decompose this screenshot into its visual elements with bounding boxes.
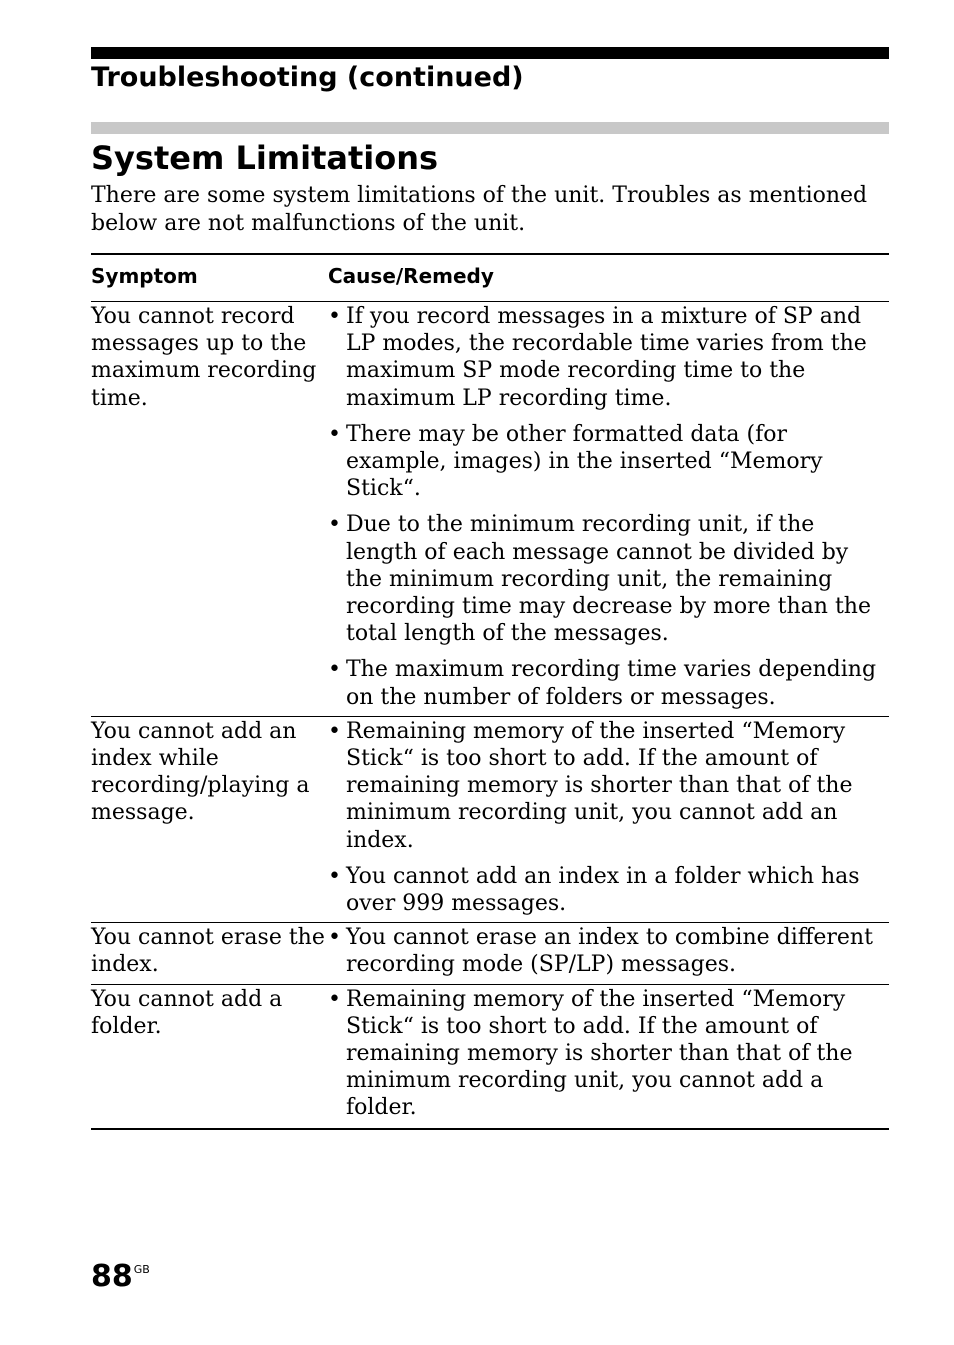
table-row bbox=[91, 923, 889, 984]
symptom-cell: You cannot record messages up to the maximum recording time. bbox=[91, 304, 317, 411]
intro-paragraph: There are some system limitations of the unit. Troubles as mentioned below are not malfunctions of the unit. bbox=[91, 183, 868, 236]
column-header-symptom: Symptom bbox=[91, 264, 198, 288]
remedy-item: • Remaining memory of the inserted “Memory Stick“ is too short to add. If the amount of remaining memory is shorter than that of the minimum recording unit, you cannot add an index. bbox=[328, 718, 889, 854]
remedy-cell bbox=[328, 986, 889, 1122]
table-header bbox=[91, 255, 889, 302]
remedy-cell bbox=[328, 924, 889, 978]
remedy-item: • There may be other formatted data (for example, images) in the inserted “Memory Stick“. bbox=[328, 421, 889, 503]
limitations-table bbox=[91, 253, 889, 1130]
remedy-item: • You cannot add an index in a folder which has over 999 messages. bbox=[328, 863, 889, 917]
column-header-cause-remedy: Cause/Remedy bbox=[328, 264, 494, 288]
remedy-item: • If you record messages in a mixture of SP and LP modes, the recordable time varies from the maximum SP mode recording time to the maximum LP recording time. bbox=[328, 303, 889, 412]
table-row bbox=[91, 302, 889, 717]
page-number bbox=[91, 1259, 150, 1294]
page-number-value: 88 bbox=[91, 1259, 133, 1294]
remedy-cell bbox=[328, 303, 889, 711]
symptom-cell: You cannot add a folder. bbox=[91, 986, 283, 1039]
remedy-item: • You cannot erase an index to combine different recording mode (SP/LP) messages. bbox=[328, 924, 889, 978]
remedy-item: • The maximum recording time varies depending on the number of folders or messages. bbox=[328, 656, 889, 710]
title-band bbox=[91, 122, 889, 134]
symptom-cell: You cannot add an index while recording/playing a message. bbox=[91, 718, 310, 826]
top-rule bbox=[91, 47, 889, 59]
section-header: Troubleshooting (continued) bbox=[91, 62, 524, 93]
page-title: System Limitations bbox=[91, 139, 439, 177]
table-row bbox=[91, 717, 889, 923]
remedy-item: • Remaining memory of the inserted “Memory Stick“ is too short to add. If the amount of remaining memory is shorter than that of the minimum recording unit, you cannot add a folder. bbox=[328, 986, 889, 1122]
remedy-cell bbox=[328, 718, 889, 917]
symptom-cell: You cannot erase the index. bbox=[91, 925, 325, 978]
table-row bbox=[91, 985, 889, 1128]
page-number-suffix: GB bbox=[133, 1263, 150, 1276]
remedy-item: • Due to the minimum recording unit, if the length of each message cannot be divided by the minimum recording unit, the remaining recording time may decrease by more than the total length of the messages. bbox=[328, 511, 889, 647]
